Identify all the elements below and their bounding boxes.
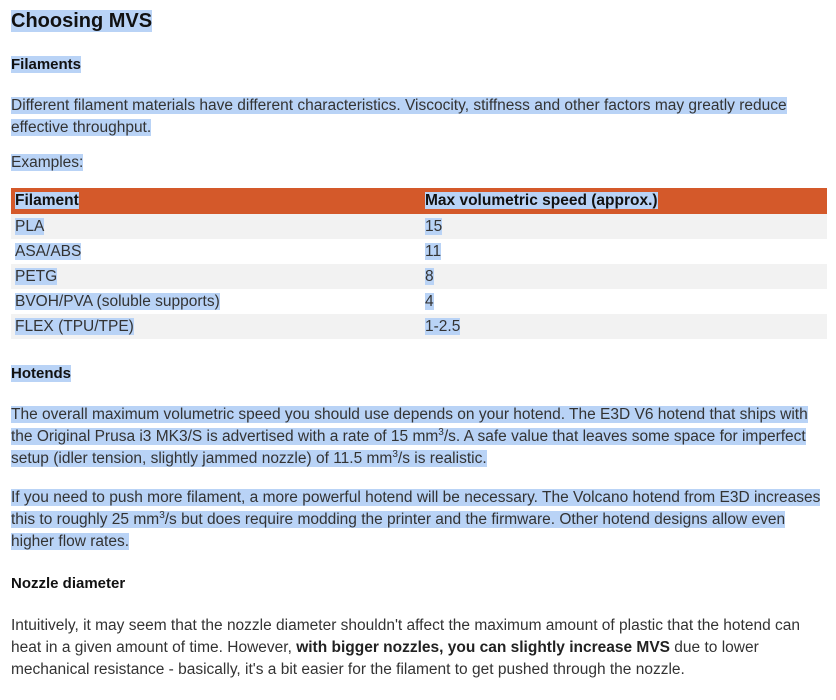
- hotends-paragraph-2: If you need to push more filament, a more powerful hotend will be necessary. The Volcano hotend from E3D increases this to roughly 25 $mm^3/s$ but does require modding the printer and the firmware. Other hotend designs allow even higher flow rates.: [11, 489, 821, 550]
- hotends-paragraph-1: The overall maximum volumetric speed you should use depends on your hotend. The E3D V6 hotend that ships with the Original Prusa i3 MK3/S is advertised with a rate of 15 $mm^3/s$. A safe value that leaves some space for imperfect setup (idler tension, slightly jammed nozzle) of 11.5 $mm^3/s$ is realistic.: [11, 406, 808, 467]
- table-row: [11, 264, 827, 289]
- table-row: [11, 289, 827, 314]
- mvs-cell: 4: [425, 292, 434, 310]
- filament-cell: PETG: [15, 267, 58, 285]
- table-header-row: [11, 188, 827, 214]
- filaments-heading: Filaments: [11, 56, 82, 73]
- mvs-cell: 15: [425, 217, 443, 235]
- page-title: Choosing MVS: [11, 10, 153, 32]
- filament-cell: PLA: [15, 217, 45, 235]
- mvs-cell: 1-2.5: [425, 317, 461, 335]
- table-row: [11, 314, 827, 339]
- table-row: [11, 239, 827, 264]
- filament-cell: FLEX (TPU/TPE): [15, 317, 134, 335]
- mvs-cell: 11: [425, 242, 442, 260]
- nozzle-heading: Nozzle diameter: [11, 575, 126, 592]
- filament-cell: BVOH/PVA (soluble supports): [15, 292, 220, 310]
- mvs-cell: 8: [425, 267, 434, 285]
- filaments-intro: Different filament materials have different characteristics. Viscocity, stiffness and other factors may greatly reduce effective throughput.: [11, 97, 787, 136]
- filament-cell: ASA/ABS: [15, 242, 82, 260]
- filament-table: [11, 188, 827, 339]
- column-header-filament: Filament: [15, 192, 79, 209]
- table-row: [11, 214, 827, 239]
- hotends-heading: Hotends: [11, 365, 71, 382]
- column-header-mvs: Max volumetric speed (approx.): [425, 192, 658, 209]
- nozzle-paragraph: Intuitively, it may seem that the nozzle diameter shouldn't affect the maximum amount of plastic that the hotend can heat in a given amount of time. However, with bigger nozzles, you can slightly increase MVS due to lower mechanical resistance - basically, it's a bit easier for the filament to get pushed through the nozzle.: [11, 617, 800, 678]
- examples-label: Examples:: [11, 154, 84, 171]
